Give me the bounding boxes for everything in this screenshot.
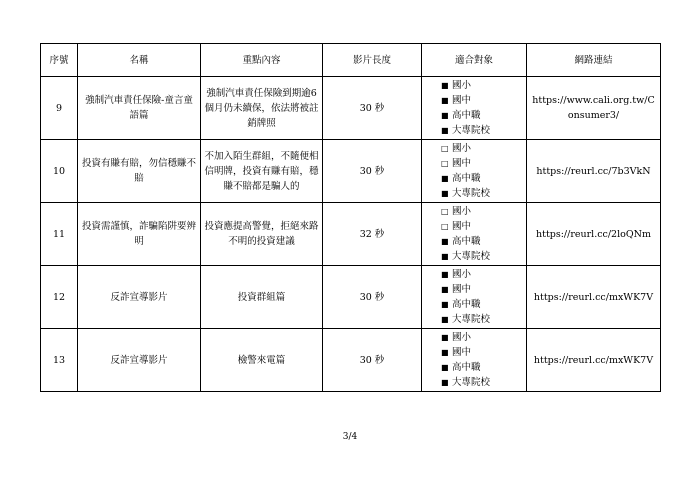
audience-label: 高中職 bbox=[452, 299, 481, 310]
audience-label: 高中職 bbox=[452, 236, 481, 247]
audience-item bbox=[441, 204, 523, 219]
table-row bbox=[41, 77, 661, 140]
checked-box-icon: ■ bbox=[441, 126, 449, 135]
audience-list bbox=[441, 330, 523, 390]
unchecked-box-icon: □ bbox=[441, 207, 449, 216]
audience-label: 大專院校 bbox=[452, 125, 491, 136]
video-link: https://reurl.cc/mxWK7V bbox=[527, 266, 661, 329]
audience-label: 國中 bbox=[452, 158, 472, 169]
video-name: 反詐宣導影片 bbox=[78, 329, 201, 392]
audience-item bbox=[441, 330, 523, 345]
audience-item bbox=[441, 171, 523, 186]
audience-label: 大專院校 bbox=[452, 251, 491, 262]
audience-item bbox=[441, 345, 523, 360]
audience-cell bbox=[422, 203, 527, 266]
audience-cell bbox=[422, 77, 527, 140]
checked-box-icon: ■ bbox=[441, 378, 449, 387]
checked-box-icon: ■ bbox=[441, 237, 449, 246]
checked-box-icon: ■ bbox=[441, 252, 449, 261]
video-length: 32 秒 bbox=[323, 203, 422, 266]
audience-label: 國中 bbox=[452, 95, 472, 106]
audience-cell bbox=[422, 266, 527, 329]
audience-label: 高中職 bbox=[452, 110, 481, 121]
checked-box-icon: ■ bbox=[441, 285, 449, 294]
audience-list bbox=[441, 141, 523, 201]
unchecked-box-icon: □ bbox=[441, 144, 449, 153]
audience-item bbox=[441, 282, 523, 297]
audience-item bbox=[441, 93, 523, 108]
key-content: 強制汽車責任保險到期逾6個月仍未續保，依法將被註銷牌照 bbox=[201, 77, 323, 140]
header-no: 序號 bbox=[41, 44, 78, 77]
audience-label: 國中 bbox=[452, 284, 472, 295]
audience-label: 國小 bbox=[452, 206, 472, 217]
audience-cell bbox=[422, 140, 527, 203]
audience-label: 國小 bbox=[452, 269, 472, 280]
checked-box-icon: ■ bbox=[441, 174, 449, 183]
video-length: 30 秒 bbox=[323, 77, 422, 140]
audience-item bbox=[441, 360, 523, 375]
audience-label: 大專院校 bbox=[452, 188, 491, 199]
audience-label: 國中 bbox=[452, 347, 472, 358]
video-link: https://reurl.cc/mxWK7V bbox=[527, 329, 661, 392]
audience-item bbox=[441, 186, 523, 201]
audience-item bbox=[441, 219, 523, 234]
key-content: 投資應提高警覺，拒絕來路不明的投資建議 bbox=[201, 203, 323, 266]
audience-label: 高中職 bbox=[452, 362, 481, 373]
audience-label: 大專院校 bbox=[452, 377, 491, 388]
checked-box-icon: ■ bbox=[441, 96, 449, 105]
unchecked-box-icon: □ bbox=[441, 159, 449, 168]
row-number: 10 bbox=[41, 140, 78, 203]
video-length: 30 秒 bbox=[323, 266, 422, 329]
video-name: 投資有賺有賠，勿信穩賺不賠 bbox=[78, 140, 201, 203]
audience-label: 國小 bbox=[452, 80, 472, 91]
video-name: 投資需謹慎，詐騙陷阱要辨明 bbox=[78, 203, 201, 266]
audience-item bbox=[441, 156, 523, 171]
checked-box-icon: ■ bbox=[441, 300, 449, 309]
row-number: 9 bbox=[41, 77, 78, 140]
key-content: 檢警來電篇 bbox=[201, 329, 323, 392]
video-name: 強制汽車責任保險-童言童語篇 bbox=[78, 77, 201, 140]
audience-label: 國中 bbox=[452, 221, 472, 232]
page-number: 3/4 bbox=[342, 432, 358, 442]
video-link: https://reurl.cc/2loQNm bbox=[527, 203, 661, 266]
table-header-row bbox=[41, 44, 661, 77]
audience-label: 國小 bbox=[452, 332, 472, 343]
header-name: 名稱 bbox=[78, 44, 201, 77]
header-content: 重點內容 bbox=[201, 44, 323, 77]
audience-item bbox=[441, 123, 523, 138]
audience-item bbox=[441, 78, 523, 93]
audience-label: 高中職 bbox=[452, 173, 481, 184]
audience-item bbox=[441, 312, 523, 327]
video-length: 30 秒 bbox=[323, 140, 422, 203]
checked-box-icon: ■ bbox=[441, 315, 449, 324]
key-content: 投資群組篇 bbox=[201, 266, 323, 329]
checked-box-icon: ■ bbox=[441, 111, 449, 120]
audience-list bbox=[441, 204, 523, 264]
table-row bbox=[41, 329, 661, 392]
video-list-table bbox=[40, 43, 661, 392]
header-length: 影片長度 bbox=[323, 44, 422, 77]
audience-label: 大專院校 bbox=[452, 314, 491, 325]
checked-box-icon: ■ bbox=[441, 333, 449, 342]
table-row bbox=[41, 140, 661, 203]
checked-box-icon: ■ bbox=[441, 270, 449, 279]
video-length: 30 秒 bbox=[323, 329, 422, 392]
video-link: https://www.cali.org.tw/Consumer3/ bbox=[527, 77, 661, 140]
audience-item bbox=[441, 375, 523, 390]
audience-item bbox=[441, 249, 523, 264]
audience-item bbox=[441, 267, 523, 282]
checked-box-icon: ■ bbox=[441, 81, 449, 90]
audience-item bbox=[441, 108, 523, 123]
audience-list bbox=[441, 267, 523, 327]
checked-box-icon: ■ bbox=[441, 348, 449, 357]
audience-item bbox=[441, 141, 523, 156]
key-content: 不加入陌生群組，不隨便相信明牌，投資有賺有賠，穩賺不賠都是騙人的 bbox=[201, 140, 323, 203]
header-audience: 適合對象 bbox=[422, 44, 527, 77]
row-number: 11 bbox=[41, 203, 78, 266]
checked-box-icon: ■ bbox=[441, 363, 449, 372]
audience-list bbox=[441, 78, 523, 138]
row-number: 12 bbox=[41, 266, 78, 329]
table-row bbox=[41, 266, 661, 329]
video-link: https://reurl.cc/7b3VkN bbox=[527, 140, 661, 203]
header-link: 網路連結 bbox=[527, 44, 661, 77]
row-number: 13 bbox=[41, 329, 78, 392]
audience-item bbox=[441, 234, 523, 249]
video-name: 反詐宣導影片 bbox=[78, 266, 201, 329]
audience-label: 國小 bbox=[452, 143, 472, 154]
audience-item bbox=[441, 297, 523, 312]
table-row bbox=[41, 203, 661, 266]
checked-box-icon: ■ bbox=[441, 189, 449, 198]
audience-cell bbox=[422, 329, 527, 392]
unchecked-box-icon: □ bbox=[441, 222, 449, 231]
